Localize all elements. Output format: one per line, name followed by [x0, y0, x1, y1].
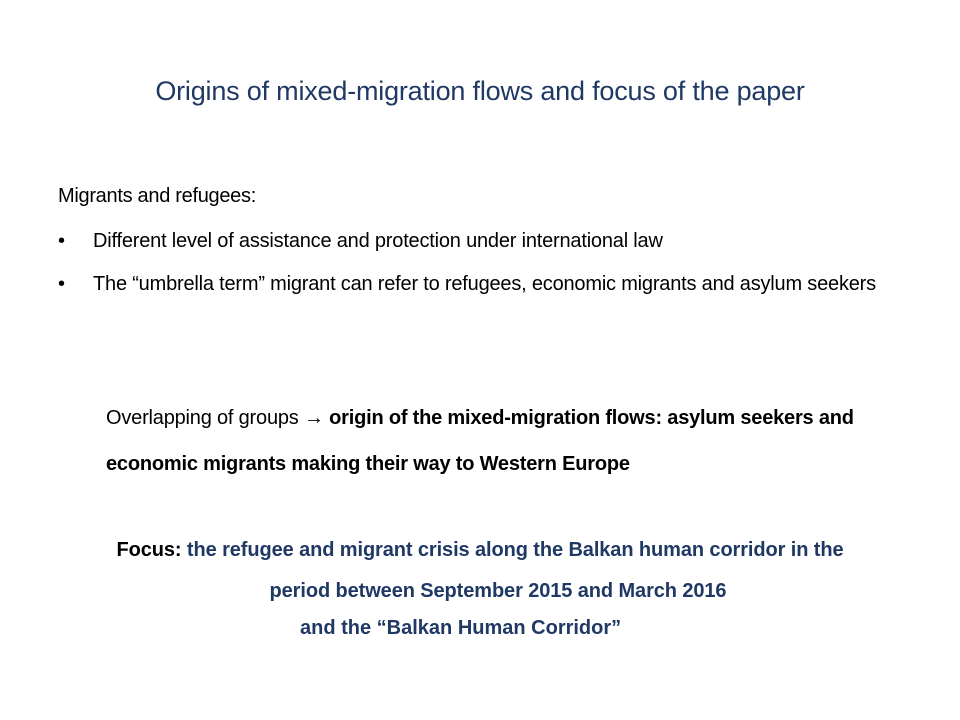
bullet-item: [58, 221, 900, 262]
bullet-text: The “umbrella term” migrant can refer to refugees, economic migrants and asylum seekers: [93, 273, 876, 295]
slide-title: Origins of mixed-migration flows and focus of the paper: [155, 76, 805, 106]
overlap-statement: [106, 395, 886, 487]
focus-label: Focus:: [116, 539, 182, 561]
focus-statement: [0, 530, 960, 612]
intro-text: Migrants and refugees:: [58, 185, 256, 207]
overlap-bold-text: origin of the mixed-migration flows: asylum seekers and economic migrants making their way to Western Europe: [106, 407, 854, 475]
overlap-plain-text: Overlapping of groups: [106, 407, 304, 429]
bullet-icon: •: [58, 230, 66, 252]
focus-text-3: and the “Balkan Human Corridor”: [300, 617, 622, 639]
bullet-item: [58, 264, 900, 305]
bullet-text: Different level of assistance and protection under international law: [93, 230, 663, 252]
focus-text-2: period between September 2015 and March 2016: [269, 580, 727, 602]
bullet-icon: •: [58, 273, 66, 295]
focus-line-1: [0, 530, 960, 571]
focus-text-1: the refugee and migrant crisis along the Balkan human corridor in the: [181, 539, 844, 561]
arrow-right-icon: →: [303, 407, 324, 429]
